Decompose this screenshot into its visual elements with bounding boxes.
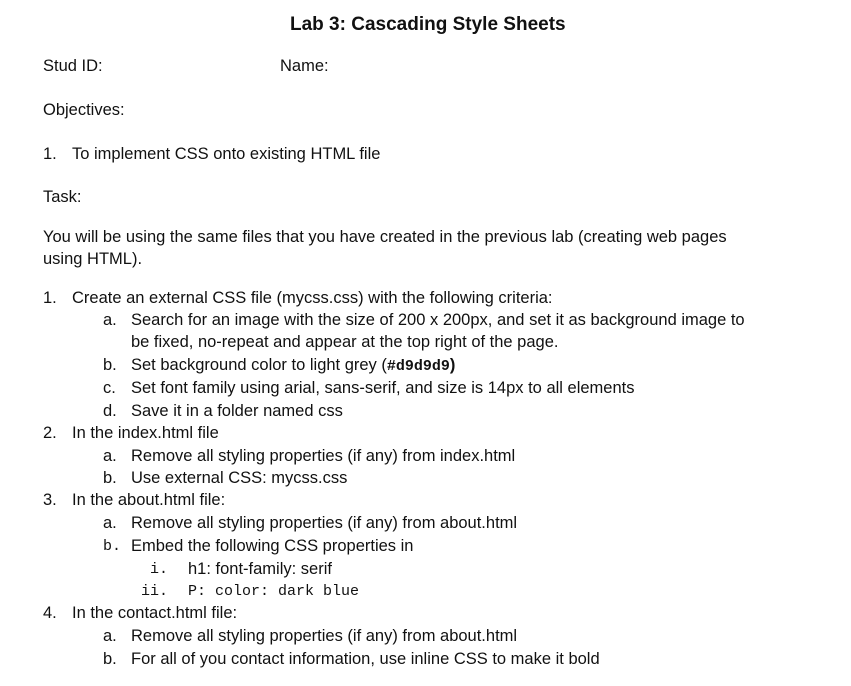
- roman-number: i.: [150, 561, 169, 578]
- sub-text: Save it in a folder named css: [131, 402, 343, 420]
- sub-number: a.: [103, 311, 117, 329]
- sub-text: Set font family using arial, sans-serif, and size is 14px to all elements: [131, 379, 635, 397]
- sub-text: Remove all styling properties (if any) from about.html: [131, 514, 518, 532]
- sub-number: b.: [103, 469, 117, 487]
- sub-number: a.: [103, 627, 117, 645]
- sub-text-line: [131, 356, 455, 375]
- step-number: 4.: [43, 604, 57, 622]
- objective-text: To implement CSS onto existing HTML file: [72, 145, 381, 163]
- sub-text: Remove all styling properties (if any) from about.html: [131, 627, 518, 645]
- sub-number: a.: [103, 447, 117, 465]
- task-heading: Task:: [43, 188, 82, 206]
- step-text: In the index.html file: [72, 424, 219, 442]
- sub-number: b.: [103, 650, 117, 668]
- step-text: Create an external CSS file (mycss.css) with the following criteria:: [72, 289, 553, 307]
- color-code: #d9d9d9: [386, 358, 450, 375]
- task-intro-line: using HTML).: [43, 250, 143, 268]
- page-title: Lab 3: Cascading Style Sheets: [290, 14, 566, 35]
- sub-number: b.: [103, 356, 117, 374]
- sub-text-suffix: ): [449, 356, 456, 374]
- sub-number: d.: [103, 402, 117, 420]
- step-text: In the about.html file:: [72, 491, 226, 509]
- roman-number: ii.: [141, 583, 169, 600]
- task-intro-line: You will be using the same files that you have created in the previous lab (creating web pages: [43, 228, 727, 246]
- objective-number: 1.: [43, 145, 57, 163]
- name-label: Name:: [280, 57, 329, 75]
- step-text: In the contact.html file:: [72, 604, 238, 622]
- sub-text: For all of you contact information, use inline CSS to make it bold: [131, 650, 600, 668]
- objectives-heading: Objectives:: [43, 101, 125, 119]
- sub-number: b.: [103, 538, 122, 555]
- sub-text: Set background color to light grey (: [131, 356, 387, 374]
- sub-text: Use external CSS: mycss.css: [131, 469, 348, 487]
- sub-number: a.: [103, 514, 117, 532]
- step-number: 1.: [43, 289, 57, 307]
- roman-text: h1: font-family: serif: [188, 560, 332, 578]
- step-number: 3.: [43, 491, 57, 509]
- sub-text: Remove all styling properties (if any) from index.html: [131, 447, 516, 465]
- roman-text: P: color: dark blue: [188, 583, 360, 600]
- stud-id-label: Stud ID:: [43, 57, 103, 75]
- step-number: 2.: [43, 424, 57, 442]
- sub-text: Embed the following CSS properties in: [131, 537, 414, 555]
- sub-text: Search for an image with the size of 200 x 200px, and set it as background image to: [131, 311, 745, 329]
- sub-text: be fixed, no-repeat and appear at the top right of the page.: [131, 333, 559, 351]
- sub-number: c.: [103, 379, 116, 397]
